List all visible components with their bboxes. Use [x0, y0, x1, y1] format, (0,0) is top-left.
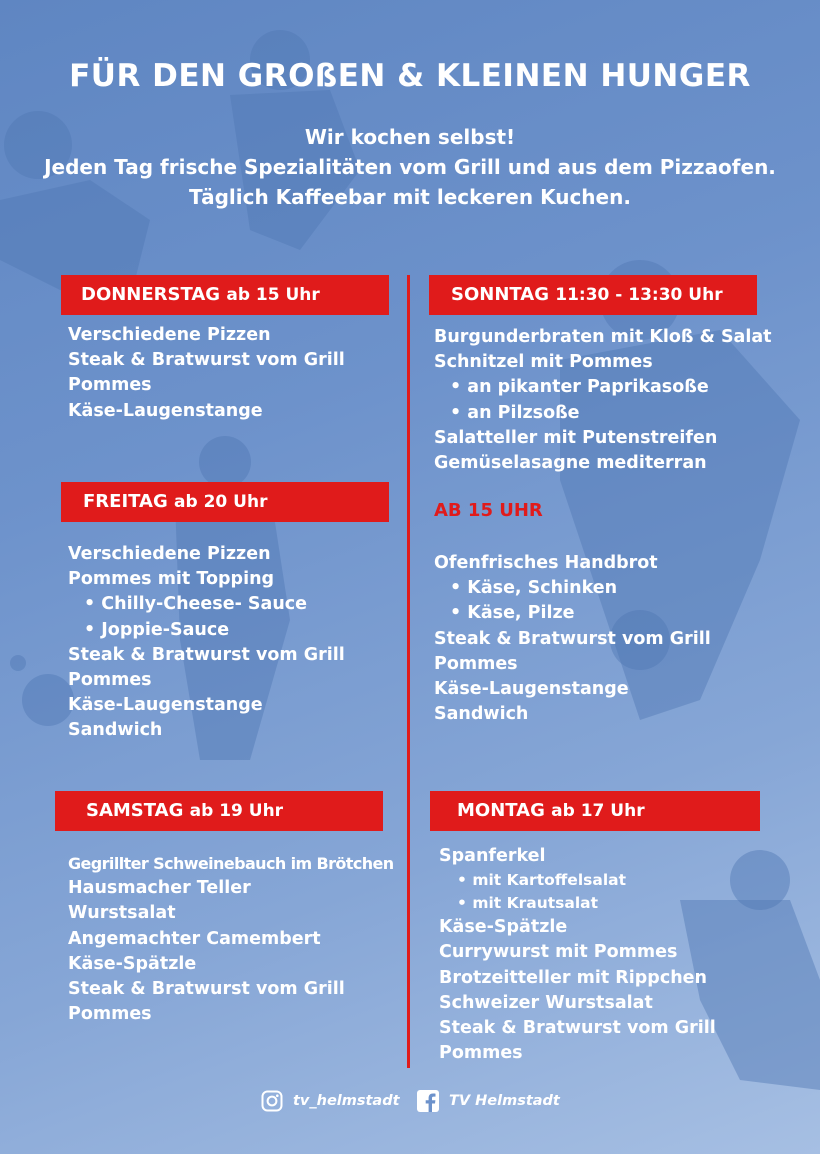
instagram-handle: tv_helmstadt: [293, 1093, 400, 1109]
donnerstag-menu: [68, 323, 345, 424]
intro-line: Jeden Tag frische Spezialitäten vom Grill und aus dem Pizzaofen.: [44, 155, 776, 179]
menu-item: Ofenfrisches Handbrot: [434, 553, 658, 573]
menu-item: Steak & Bratwurst vom Grill: [68, 350, 345, 371]
intro-line: Täglich Kaffeebar mit leckeren Kuchen.: [189, 185, 631, 209]
menu-subitem: • an pikanter Paprikasoße: [434, 375, 772, 400]
menu-item: Pommes mit Topping: [68, 569, 275, 590]
menu-item: Sandwich: [434, 704, 529, 725]
instagram-icon: [261, 1090, 283, 1112]
menu-item: Käse-Laugenstange: [68, 400, 263, 421]
day-time: ab 17 Uhr: [551, 801, 645, 821]
menu-item: Angemachter Camembert: [68, 928, 321, 949]
donnerstag-label: [61, 275, 389, 315]
menu-item: Spanferkel: [439, 846, 546, 866]
samstag-label: [55, 791, 383, 831]
freitag-label: [61, 482, 389, 522]
menu-subitem: • mit Krautsalat: [439, 892, 716, 915]
menu-item: Steak & Bratwurst vom Grill: [434, 628, 711, 649]
facebook-link[interactable]: [417, 1090, 560, 1112]
menu-item: Gemüselasagne mediterran: [434, 453, 707, 474]
menu-item: Salatteller mit Putenstreifen: [434, 427, 718, 448]
sonntag-menu: [434, 325, 772, 476]
menu-item: Verschiedene Pizzen: [68, 325, 271, 345]
menu-item: Pommes: [68, 375, 152, 396]
menu-item: Käse-Spätzle: [439, 917, 568, 938]
facebook-page: TV Helmstadt: [449, 1093, 560, 1109]
menu-item: Steak & Bratwurst vom Grill: [68, 644, 345, 665]
menu-subitem: • Joppie-Sauce: [68, 618, 345, 643]
day-name: DONNERSTAG: [81, 284, 221, 305]
facebook-icon: [417, 1090, 439, 1112]
montag-menu: [439, 844, 716, 1066]
menu-item: Currywurst mit Pommes: [439, 942, 678, 963]
poster-title: FÜR DEN GROßEN & KLEINEN HUNGER: [69, 58, 751, 94]
menu-item: Pommes: [434, 653, 518, 674]
menu-subitem: • Käse, Schinken: [434, 576, 711, 601]
menu-item: Burgunderbraten mit Kloß & Salat: [434, 327, 772, 347]
day-name: MONTAG: [457, 800, 545, 821]
menu-item: Pommes: [68, 1004, 152, 1025]
intro-line: Wir kochen selbst!: [304, 125, 516, 149]
day-time: ab 15 Uhr: [226, 285, 320, 305]
sonntag-label: [429, 275, 757, 315]
menu-item: Pommes: [68, 670, 152, 691]
day-time: ab 19 Uhr: [189, 801, 284, 821]
menu-item: Sandwich: [68, 720, 163, 741]
sonntag-afternoon-menu: [434, 551, 711, 727]
menu-item: Schweizer Wurstsalat: [439, 992, 653, 1013]
menu-item: Steak & Bratwurst vom Grill: [439, 1018, 716, 1039]
menu-item: Gegrillter Schweinebauch im Brötchen: [68, 854, 394, 873]
intro-text: [0, 122, 820, 212]
day-name: SAMSTAG: [86, 800, 184, 821]
menu-item: Verschiedene Pizzen: [68, 544, 271, 564]
menu-subitem: • an Pilzsoße: [434, 401, 772, 426]
samstag-menu: [68, 851, 394, 1027]
column-divider: [407, 275, 410, 1068]
menu-item: Wurstsalat: [68, 903, 176, 924]
day-name: FREITAG: [83, 491, 168, 512]
menu-item: Brotzeitteller mit Rippchen: [439, 967, 707, 988]
menu-item: Käse-Laugenstange: [68, 695, 263, 716]
footer: [0, 1088, 820, 1118]
menu-item: Schnitzel mit Pommes: [434, 352, 653, 373]
afternoon-heading: AB 15 UHR: [434, 500, 543, 521]
day-name: SONNTAG: [451, 284, 549, 305]
menu-item: Pommes: [439, 1043, 523, 1064]
freitag-menu: [68, 542, 345, 744]
day-time: 11:30 - 13:30 Uhr: [555, 285, 723, 305]
menu-subitem: • Chilly-Cheese- Sauce: [68, 592, 345, 617]
instagram-link[interactable]: [261, 1090, 400, 1112]
day-time: ab 20 Uhr: [174, 492, 268, 512]
menu-item: Steak & Bratwurst vom Grill: [68, 979, 345, 1000]
montag-label: [430, 791, 760, 831]
menu-subitem: • Käse, Pilze: [434, 601, 711, 626]
menu-item: Käse-Spätzle: [68, 953, 197, 974]
menu-subitem: • mit Kartoffelsalat: [439, 869, 716, 892]
menu-item: Hausmacher Teller: [68, 878, 251, 899]
menu-item: Käse-Laugenstange: [434, 679, 629, 700]
